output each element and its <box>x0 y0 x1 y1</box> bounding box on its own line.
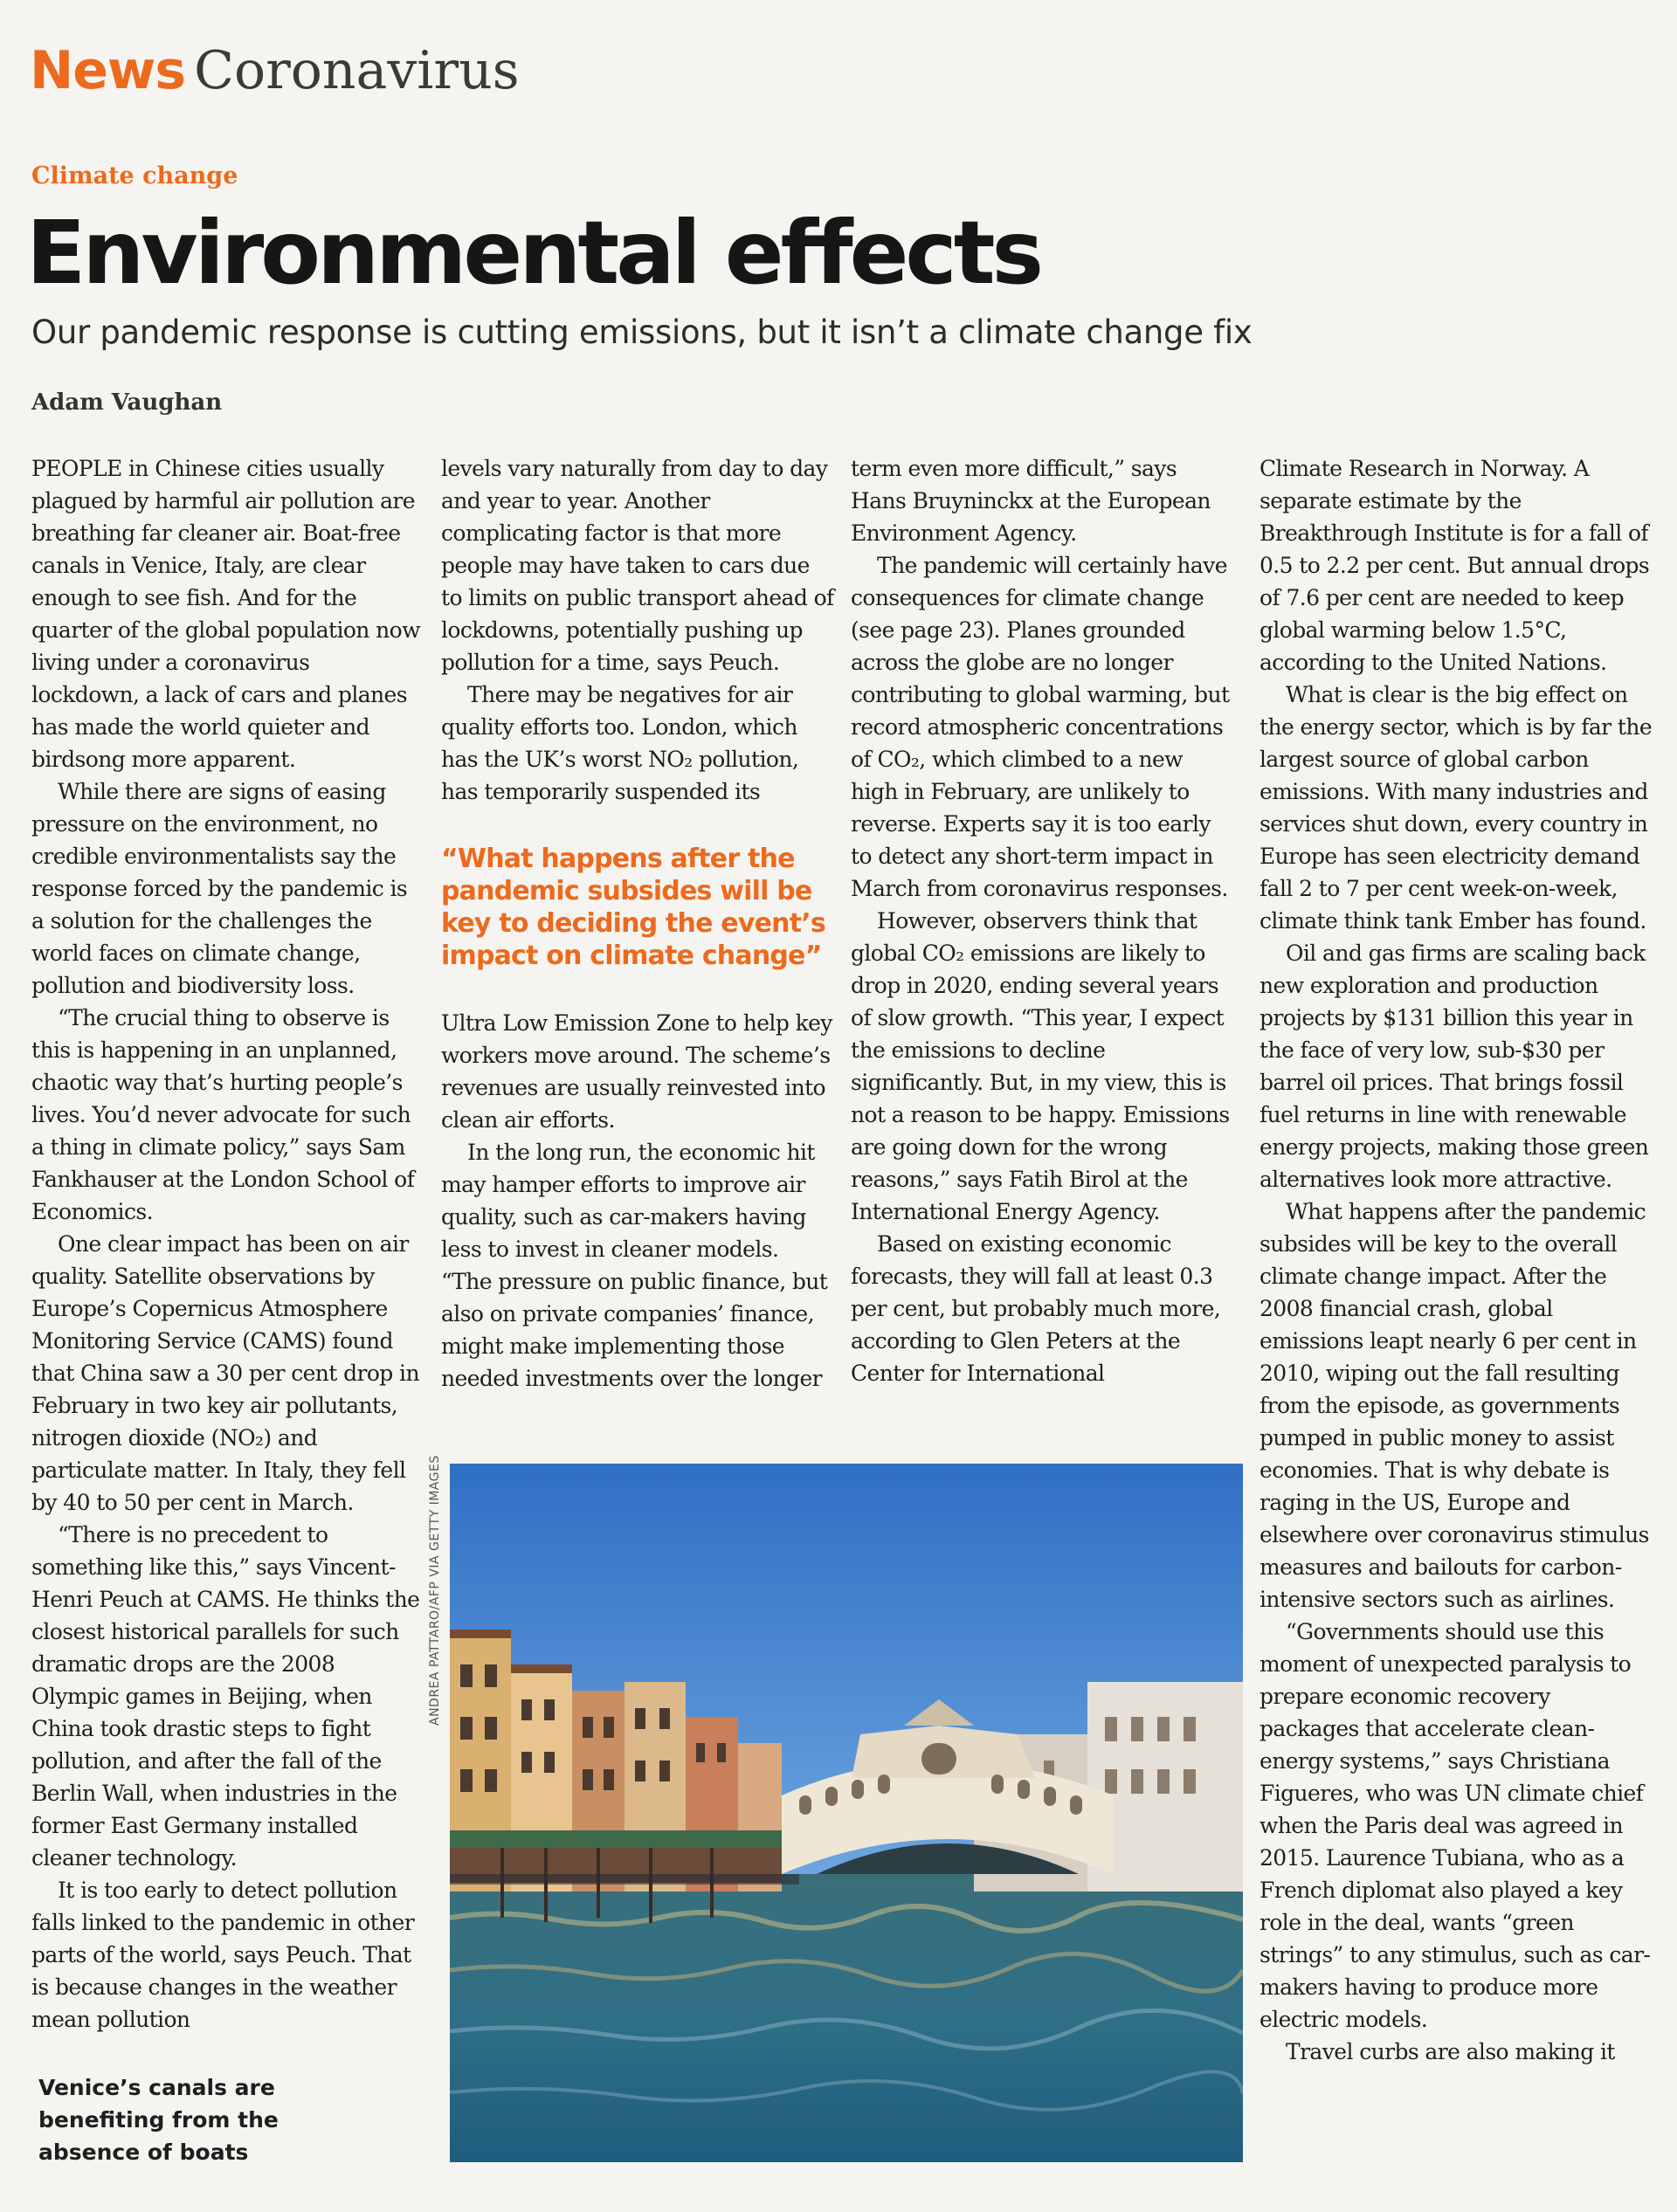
paragraph: Ultra Low Emission Zone to help key workers move around. The scheme’s revenues are usually reinvested into clean air efforts. <box>441 1010 832 1133</box>
article-headline: Environmental effects <box>26 202 1041 304</box>
photo-credit <box>428 1455 447 1726</box>
paragraph: It is too early to detect pollution falls linked to the pandemic in other parts of the world, says Peuch. That is because changes in the weather mean pollution <box>31 1878 415 2032</box>
article-standfirst: Our pandemic response is cutting emissions, but it isn’t a climate change fix <box>31 314 1253 351</box>
canal-water <box>450 1874 1243 2162</box>
paragraph: What is clear is the big effect on the energy sector, which is by far the largest source of global carbon emissions. With many industries and services shut down, every country in Europe has seen electricity demand fall 2 to 7 per cent week-on-week, climate think tank Ember has found. <box>1259 682 1653 934</box>
article-kicker: Climate change <box>31 162 238 190</box>
photo-caption: Venice’s canals are benefiting from the absence of boats <box>38 2075 279 2165</box>
header-section-label: Coronavirus <box>194 40 520 101</box>
article-column-1 <box>31 452 423 2036</box>
venice-photo <box>450 1464 1243 2162</box>
article-column-2 <box>441 452 834 1395</box>
photo-credit-text: ANDREA PATTARO/AFP VIA GETTY IMAGES <box>428 1455 442 1726</box>
paragraph: One clear impact has been on air quality. Satellite observations by Europe’s Copernicus Atmosphere Monitoring Service (CAMS) found that China saw a 30 per cent drop in February in two key air pollutants, nitrogen dioxide (NO₂) and particulate matter. In Italy, they fell by 40 to 50 per cent in March. <box>31 1231 419 1515</box>
gondola-row <box>450 1874 799 1885</box>
paragraph: Based on existing economic forecasts, they will fall at least 0.3 per cent, but probably much more, according to Glen Peters at the Center for International <box>851 1231 1221 1386</box>
venice-rialto-illustration <box>450 1464 1243 2162</box>
paragraph: What happens after the pandemic subsides will be key to the overall climate change impact. After the 2008 financial crash, global emissions leapt nearly 6 per cent in 2010, wiping out the fall resulting from the episode, as governments pumped in public money to assist economies. That is why debate is raging in the US, Europe and elsewhere over coronavirus stimulus measures and bailouts for carbon-intensive sectors such as airlines. <box>1259 1199 1649 1612</box>
pull-quote: “What happens after the pandemic subsides will be key to deciding the event’s impact on climate change” <box>441 844 825 971</box>
paragraph: term even more difficult,” says Hans Bruyninckx at the European Environment Agency. <box>851 456 1211 546</box>
paragraph: There may be negatives for air quality efforts too. London, which has the UK’s worst NO₂ pollution, has temporarily suspended its <box>441 682 799 804</box>
paragraph: “The crucial thing to observe is this is happening in an unplanned, chaotic way that’s hurting people’s lives. You’d never advocate for such a thing in climate policy,” says Sam Fankhauser at the London School of Economics. <box>31 1005 415 1224</box>
paragraph: While there are signs of easing pressure on the environment, no credible environmentalists say the response forced by the pandemic is a solution for the challenges the world faces on climate change, pollution and biodiversity loss. <box>31 779 408 998</box>
paragraph: “Governments should use this moment of unexpected paralysis to prepare economic recovery packages that accelerate clean-energy systems,” says Christiana Figueres, who was UN climate chief when the Paris deal was agreed in 2015. Laurence Tubiana, who as a French diplomat also played a key role in the deal, wants “green strings” to any stimulus, such as car-makers having to produce more electric models. <box>1259 1619 1651 2032</box>
article-column-4 <box>1259 452 1653 2068</box>
paragraph: In the long run, the economic hit may hamper efforts to improve air quality, such as car-makers having less to invest in cleaner models. “The pressure on public finance, but also on private companies’ finance, might make implementing those needed investments over the longer <box>441 1140 828 1391</box>
paragraph: However, observers think that global CO₂ emissions are likely to drop in 2020, ending several years of slow growth. “This year, I expect the emissions to decline significantly. But, in my view, this is not a reason to be happy. Emissions are going down for the wrong reasons,” says Fatih Birol at the International Energy Agency. <box>851 908 1230 1224</box>
paragraph: Oil and gas firms are scaling back new exploration and production projects by $131 billion this year in the face of very low, sub-$30 per barrel oil prices. That brings fossil fuel returns in line with renewable energy projects, making those green alternatives look more attractive. <box>1259 941 1649 1192</box>
paragraph: Climate Research in Norway. A separate estimate by the Breakthrough Institute is for a fall of 0.5 to 2.2 per cent. But annual drops of 7.6 per cent are needed to keep global warming below 1.5°C, according to the United Nations. <box>1259 456 1650 675</box>
section-header <box>30 38 520 103</box>
header-news-label: News <box>30 40 186 101</box>
paragraph: PEOPLE in Chinese cities usually plagued by harmful air pollution are breathing far cleaner air. Boat-free canals in Venice, Italy, are clear enough to see fish. And for the quarter of the global population now living under a coronavirus lockdown, a lack of cars and planes has made the world quieter and birdsong more apparent. <box>31 456 420 772</box>
paragraph: The pandemic will certainly have consequences for climate change (see page 23). Planes grounded across the globe are no longer contributing to global warming, but record atmospheric concentrations of CO₂, which climbed to a new high in February, are unlikely to reverse. Experts say it is too early to detect any short-term impact in March from coronavirus responses. <box>851 553 1230 901</box>
article-byline: Adam Vaughan <box>31 389 223 416</box>
paragraph: Travel curbs are also making it <box>1286 2039 1615 2064</box>
article-column-3 <box>851 452 1235 1389</box>
paragraph: “There is no precedent to something like this,” says Vincent-Henri Peuch at CAMS. He thinks the closest historical parallels for such dramatic drops are the 2008 Olympic games in Beijing, when China took drastic steps to fight pollution, and after the fall of the Berlin Wall, when industries in the former East Germany installed cleaner technology. <box>31 1522 420 1871</box>
paragraph: levels vary naturally from day to day and year to year. Another complicating factor is that more people may have taken to cars due to limits on public transport ahead of lockdowns, potentially pushing up pollution for a time, says Peuch. <box>441 456 834 675</box>
